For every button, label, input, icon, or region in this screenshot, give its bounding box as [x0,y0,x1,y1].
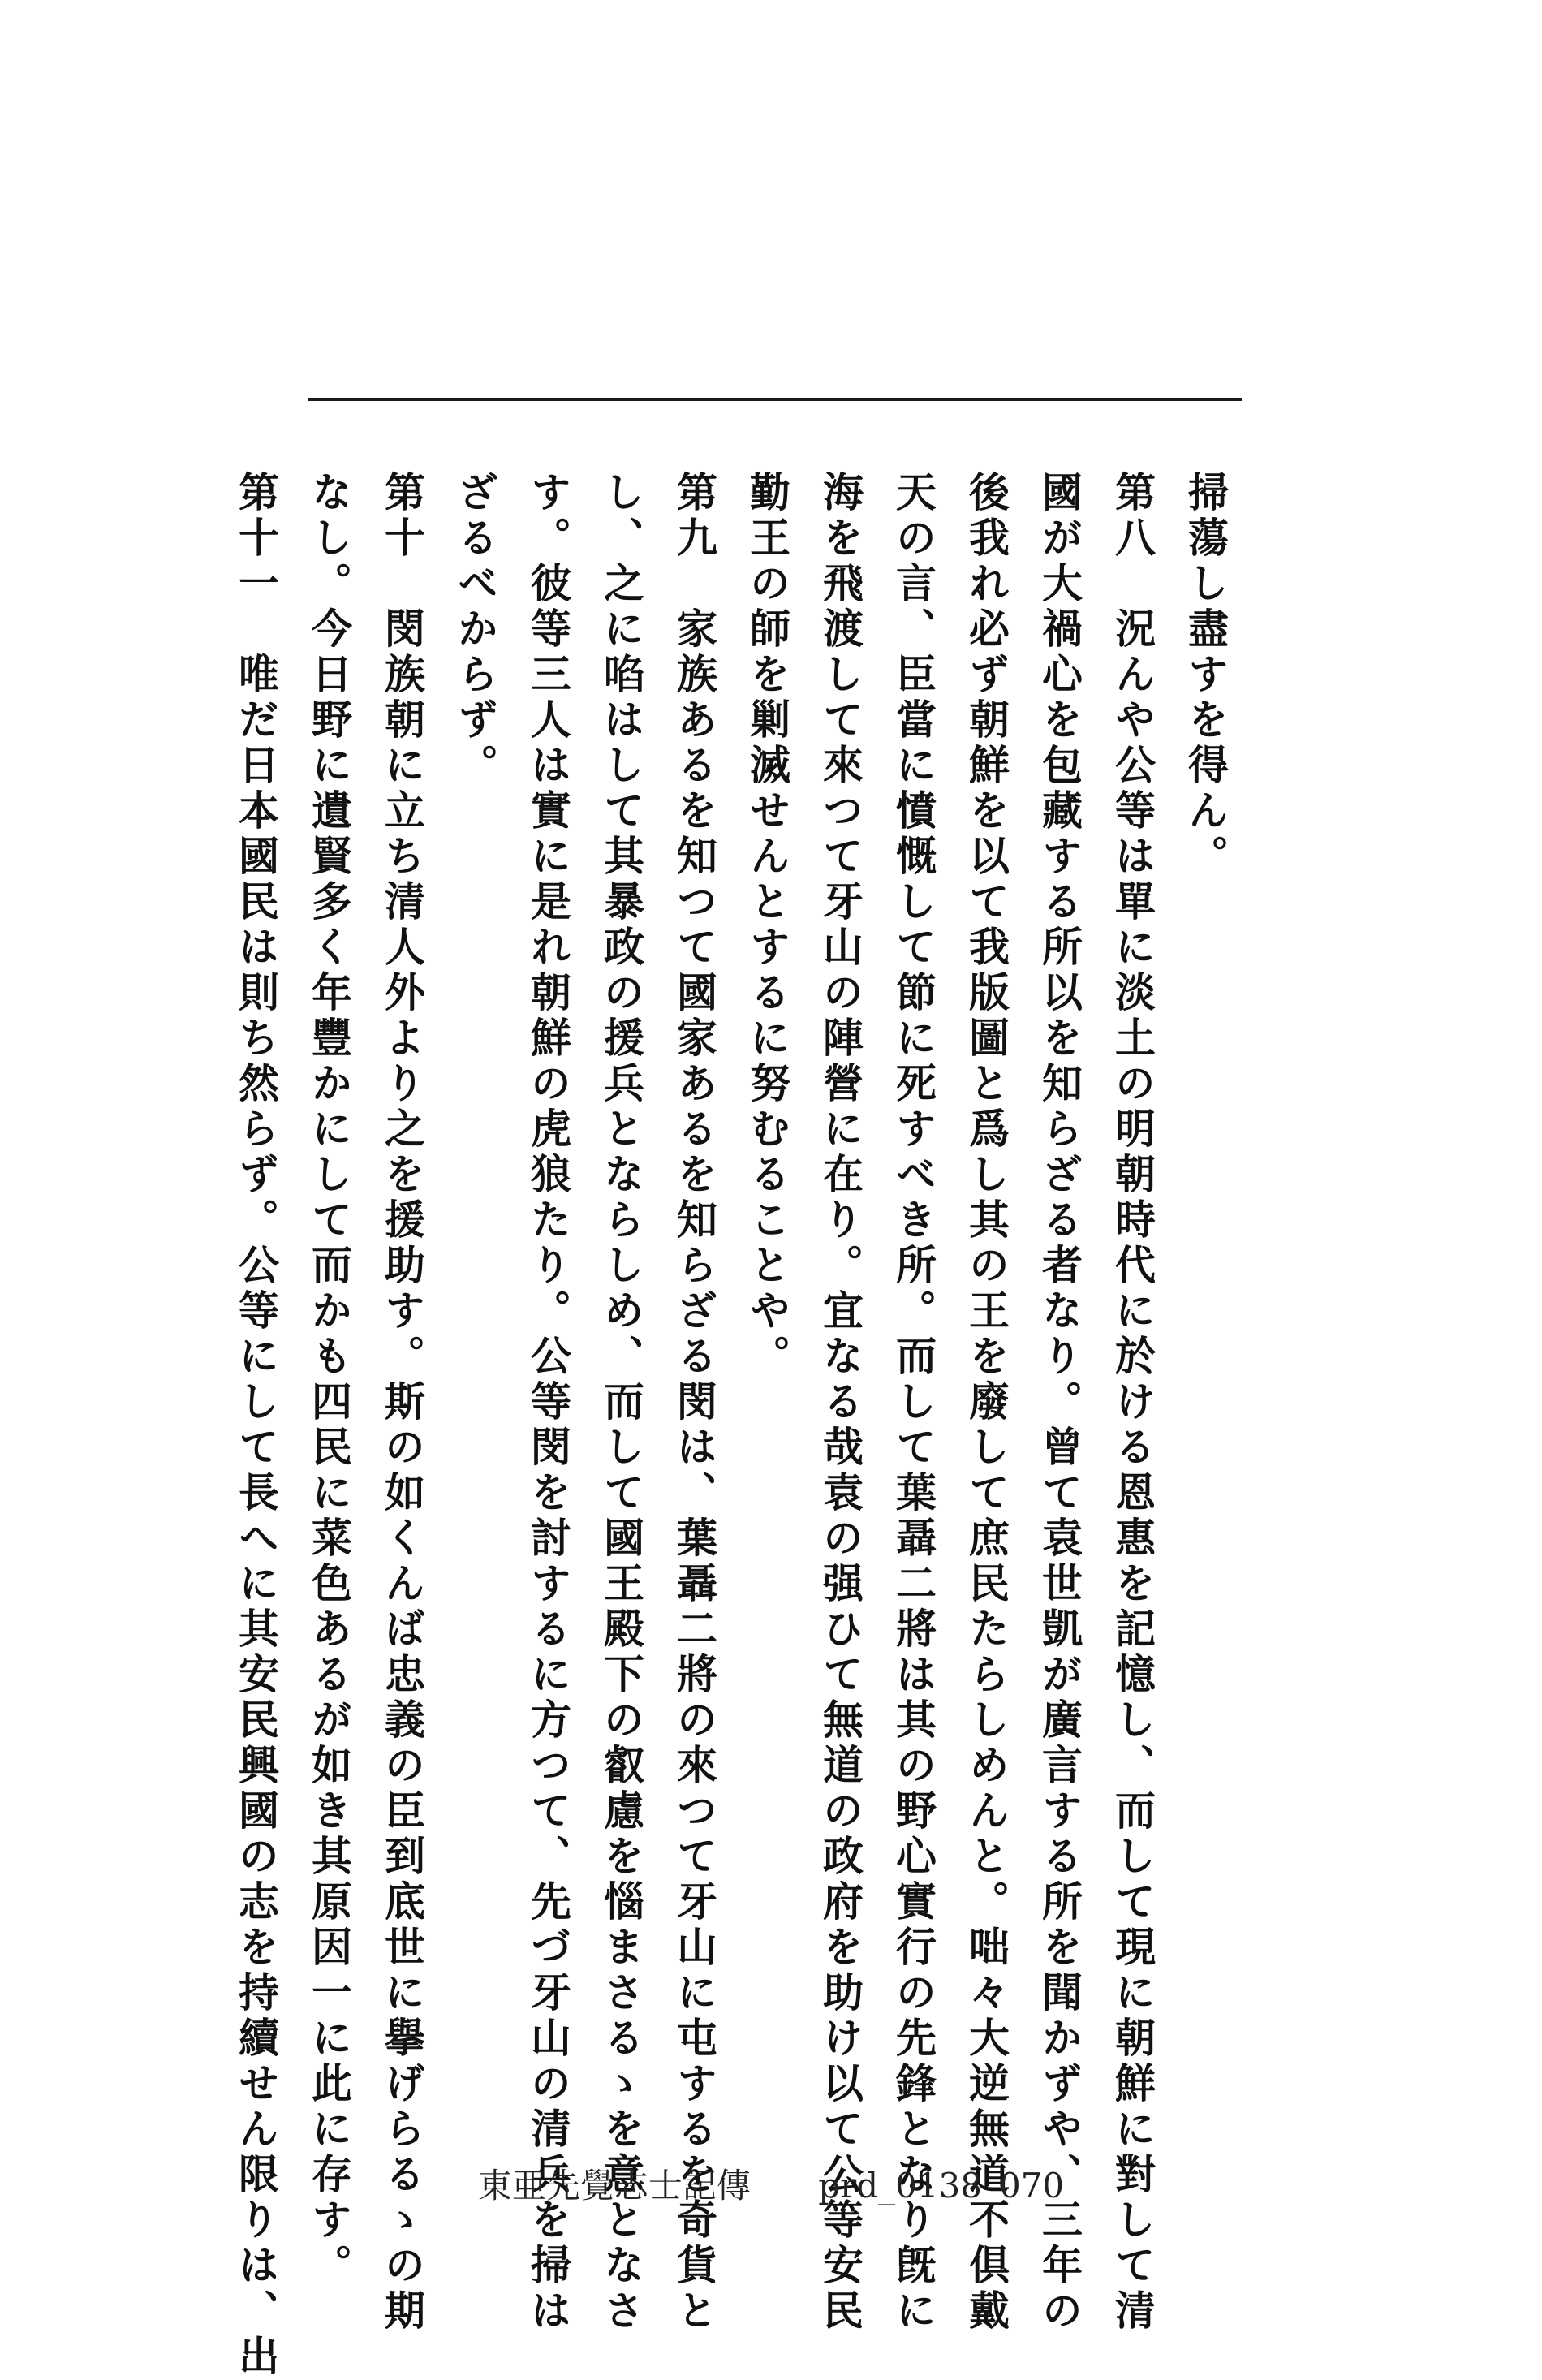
text-line: 掃蕩し盡すを得ん。 [1182,471,1230,880]
text-line: 第九 家族あるを知つて國家あるを知らざる閔は、葉聶二將の來つて牙山に屯するを奇貨と [670,471,718,2335]
page-footer [0,2159,1542,2208]
text-line: ざるべからず。 [451,471,499,789]
text-line: す。彼等三人は實に是れ朝鮮の虎狼たり。公等閔を討するに方つて、先づ牙山の清兵を掃は [524,471,572,2335]
text-line: なし。今日野に遺賢多く年豐かにして而かも四民に菜色あるが如き其原因一に此に存す。 [305,471,353,2289]
page-id: prd_0138_070 [818,2166,1065,2205]
text-line: 國が大禍心を包藏する所以を知らざる者なり。曾て袁世凱が廣言する所を聞かずや、三年の [1036,471,1083,2335]
text-line: 勤王の師を剿滅せんとするに努むることや。 [743,471,791,1380]
text-line: 第十一 唯だ日本國民は則ち然らず。公等にして長へに其安民興國の志を持續せん限りは、出 [232,471,280,2380]
text-line: 後我れ必ず朝鮮を以て我版圖と爲し其の王を廢して庶民たらしめんと。咄々大逆無道不倶戴 [963,471,1010,2335]
book-title: 東亜先覺志士記傳 [477,2166,751,2205]
text-line: 第十 閔族朝に立ち清人外より之を援助す。斯の如くんば忠義の臣到底世に擧げらるゝの期 [378,471,426,2335]
header-rule [308,398,1242,401]
text-line: し、之に啗はして其暴政の援兵とならしめ、而して國王殿下の叡慮を惱まさるゝを意となさ [597,471,645,2335]
text-line: 第八 況んや公等は單に淡土の明朝時代に於ける恩惠を記憶し、而して現に朝鮮に對して清 [1109,471,1156,2335]
text-line: 海を飛渡して來つて牙山の陣營に在り。宜なる哉袁の强ひて無道の政府を助け以て公等安民 [816,471,864,2335]
text-line: 天の言、臣當に憤慨して節に死すべき所。而して葉聶二將は其の野心實行の先鋒となり旣に [889,471,937,2335]
